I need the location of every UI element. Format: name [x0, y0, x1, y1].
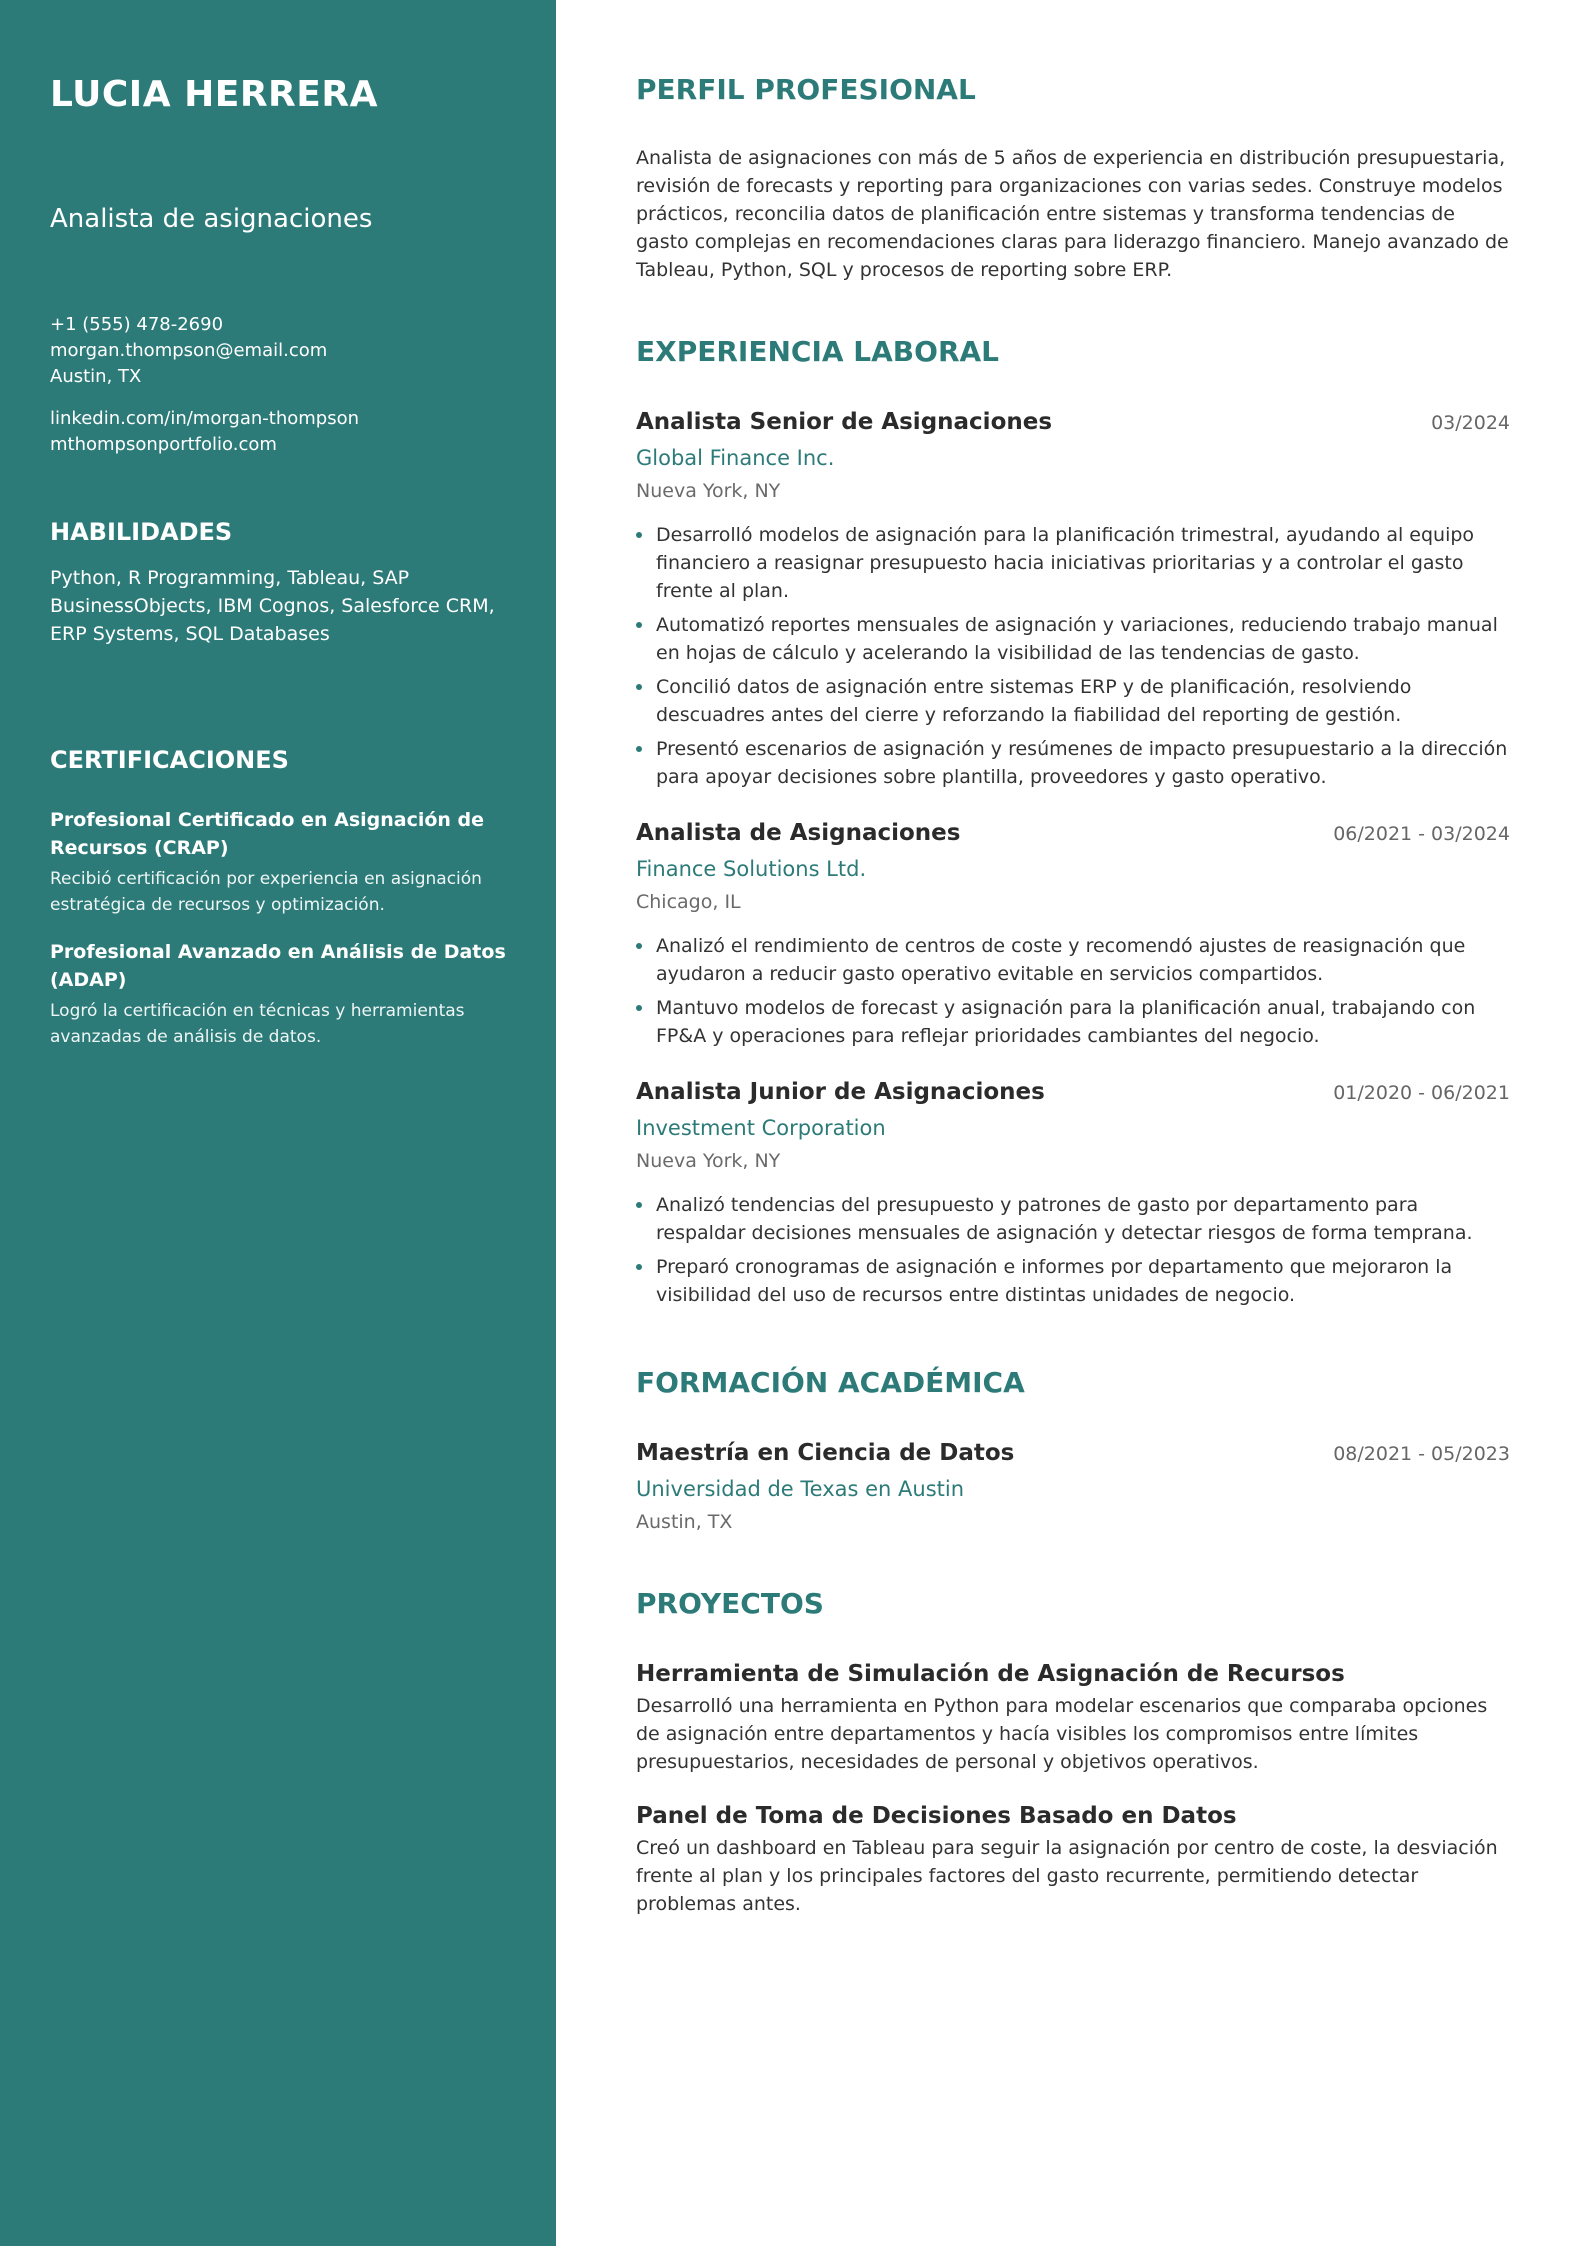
job-entry	[636, 817, 1510, 1050]
job-bullet	[636, 521, 1510, 605]
contact-phone: +1 (555) 478-2690	[50, 314, 224, 335]
job-bullets	[636, 932, 1510, 1050]
project-description: Desarrolló una herramienta en Python para modelar escenarios que comparaba opciones de asignación entre departamentos y hacía visibles los compromisos entre límites presupuestarios, necesidades de personal y objetivos operativos.	[636, 1695, 1488, 1773]
certification-item	[50, 806, 506, 918]
job-location: Nueva York, NY	[636, 480, 781, 502]
education-entry	[636, 1437, 1510, 1536]
certification-name: Profesional Avanzado en Análisis de Datos (ADAP)	[50, 941, 506, 991]
job-title: Analista de Asignaciones	[636, 820, 961, 846]
contact-links	[50, 406, 506, 458]
bullet-dot-icon	[636, 532, 642, 538]
bullet-dot-icon	[636, 1005, 642, 1011]
contact-location: Austin, TX	[50, 366, 142, 387]
education-header	[636, 1437, 1510, 1470]
bullet-dot-icon	[636, 1202, 642, 1208]
job-bullet-text: Presentó escenarios de asignación y resúmenes de impacto presupuestario a la dirección para apoyar decisiones sobre plantilla, proveedores y gasto operativo.	[656, 738, 1508, 788]
skills-text: Python, R Programming, Tableau, SAP BusinessObjects, IBM Cognos, Salesforce CRM, ERP Systems, SQL Databases	[50, 567, 495, 645]
contact-linkedin[interactable]: linkedin.com/in/morgan-thompson	[50, 408, 360, 429]
job-header	[636, 1076, 1510, 1109]
certification-description: Recibió certificación por experiencia en asignación estratégica de recursos y optimización.	[50, 869, 482, 915]
contact-portfolio[interactable]: mthompsonportfolio.com	[50, 434, 277, 455]
education-list	[636, 1437, 1510, 1536]
bullet-dot-icon	[636, 943, 642, 949]
job-header	[636, 817, 1510, 850]
job-bullet	[636, 735, 1510, 791]
bullet-dot-icon	[636, 684, 642, 690]
job-bullet	[636, 932, 1510, 988]
job-bullet-text: Analizó tendencias del presupuesto y patrones de gasto por departamento para respaldar decisiones mensuales de asignación y detectar riesgos de forma temprana.	[656, 1194, 1473, 1244]
job-bullet-text: Concilió datos de asignación entre sistemas ERP y de planificación, resolviendo descuadres antes del cierre y reforzando la fiabilidad del reporting de gestión.	[656, 676, 1412, 726]
job-bullet-text: Analizó el rendimiento de centros de coste y recomendó ajustes de reasignación que ayudaron a reducir gasto operativo evitable en servicios compartidos.	[656, 935, 1466, 985]
job-bullet-text: Desarrolló modelos de asignación para la planificación trimestral, ayudando al equipo financiero a reasignar presupuesto hacia iniciativas prioritarias y a controlar el gasto frente al plan.	[656, 524, 1475, 602]
job-bullet	[636, 673, 1510, 729]
job-header	[636, 406, 1510, 439]
bullet-dot-icon	[636, 1264, 642, 1270]
education-degree: Maestría en Ciencia de Datos	[636, 1440, 1015, 1466]
certifications-list	[50, 806, 506, 1050]
sidebar	[0, 0, 556, 2246]
contact-basic	[50, 312, 506, 390]
main-content	[556, 0, 1588, 2246]
job-bullet-text: Preparó cronogramas de asignación e informes por departamento que mejoraron la visibilidad del uso de recursos entre distintas unidades de negocio.	[656, 1256, 1453, 1306]
skills-heading: HABILIDADES	[50, 518, 233, 546]
project-title: Panel de Toma de Decisiones Basado en Datos	[636, 1803, 1237, 1829]
certification-name: Profesional Certificado en Asignación de Recursos (CRAP)	[50, 809, 485, 859]
job-bullet	[636, 611, 1510, 667]
education-date: 08/2021 - 05/2023	[1333, 1443, 1510, 1465]
job-bullet	[636, 994, 1510, 1050]
project-description: Creó un dashboard en Tableau para seguir la asignación por centro de coste, la desviación frente al plan y los principales factores del gasto recurrente, permitiendo detectar problemas antes.	[636, 1837, 1498, 1915]
project-title: Herramienta de Simulación de Asignación de Recursos	[636, 1661, 1345, 1687]
certification-item	[50, 938, 506, 1050]
job-bullet-text: Automatizó reportes mensuales de asignación y variaciones, reduciendo trabajo manual en hojas de cálculo y acelerando la visibilidad de las tendencias de gasto.	[656, 614, 1498, 664]
experience-list	[636, 406, 1510, 1309]
projects-list	[636, 1658, 1510, 1918]
project-entry	[636, 1800, 1510, 1918]
job-company: Finance Solutions Ltd.	[636, 857, 867, 881]
job-company: Global Finance Inc.	[636, 446, 835, 470]
job-bullets	[636, 521, 1510, 791]
job-date: 06/2021 - 03/2024	[1333, 823, 1510, 845]
contact-email[interactable]: morgan.thompson@email.com	[50, 340, 328, 361]
certification-description: Logró la certificación en técnicas y herramientas avanzadas de análisis de datos.	[50, 1001, 465, 1047]
bullet-dot-icon	[636, 622, 642, 628]
job-location: Chicago, IL	[636, 891, 741, 913]
job-company: Investment Corporation	[636, 1116, 886, 1140]
profile-text: Analista de asignaciones con más de 5 años de experiencia en distribución presupuestaria, revisión de forecasts y reporting para organizaciones con varias sedes. Construye modelos prácticos, reconcilia datos de planificación entre sistemas y transforma tendencias de gasto complejas en recomendaciones claras para liderazgo financiero. Manejo avanzado de Tableau, Python, SQL y procesos de reporting sobre ERP.	[636, 147, 1509, 281]
job-bullet	[636, 1253, 1510, 1309]
candidate-name: LUCIA HERRERA	[50, 74, 378, 115]
job-bullet-text: Mantuvo modelos de forecast y asignación para la planificación anual, trabajando con FP&A y operaciones para reflejar prioridades cambiantes del negocio.	[656, 997, 1476, 1047]
job-date: 01/2020 - 06/2021	[1333, 1082, 1510, 1104]
education-location: Austin, TX	[636, 1511, 733, 1533]
certifications-heading: CERTIFICACIONES	[50, 746, 289, 774]
profile-heading: PERFIL PROFESIONAL	[636, 73, 976, 106]
contact-block	[50, 312, 506, 458]
job-location: Nueva York, NY	[636, 1150, 781, 1172]
job-entry	[636, 406, 1510, 791]
experience-heading: EXPERIENCIA LABORAL	[636, 335, 1000, 368]
job-bullets	[636, 1191, 1510, 1309]
job-bullet	[636, 1191, 1510, 1247]
job-entry	[636, 1076, 1510, 1309]
bullet-dot-icon	[636, 746, 642, 752]
education-school: Universidad de Texas en Austin	[636, 1477, 965, 1501]
projects-heading: PROYECTOS	[636, 1587, 824, 1620]
job-title: Analista Senior de Asignaciones	[636, 409, 1053, 435]
candidate-title: Analista de asignaciones	[50, 204, 373, 234]
job-title: Analista Junior de Asignaciones	[636, 1079, 1045, 1105]
project-entry	[636, 1658, 1510, 1776]
job-date: 03/2024	[1431, 412, 1510, 434]
education-heading: FORMACIÓN ACADÉMICA	[636, 1366, 1025, 1399]
